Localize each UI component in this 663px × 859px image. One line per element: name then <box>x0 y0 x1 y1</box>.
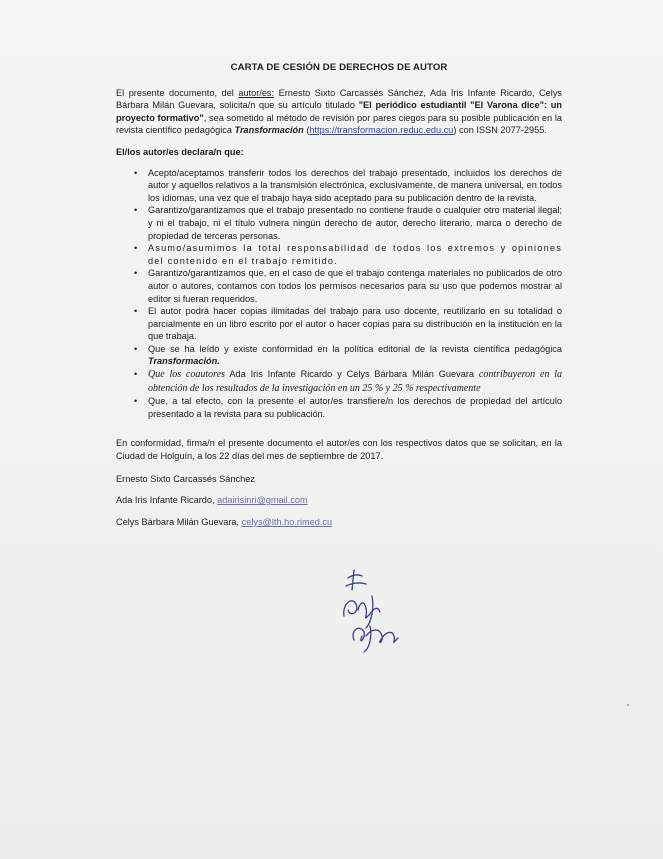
declaration-item: • Que, a tal efecto, con la presente el autor/es transfiere/n los derechos de propiedad del artículo presentado a la revista para su publicación. <box>148 395 562 420</box>
closing-paragraph: En conformidad, firma/n el presente documento el autor/es con los respectivos datos que se solicitan, en la Ciudad de Holguín, a los 22 días del mes de septiembre de 2017. <box>116 438 562 462</box>
journal-url-link[interactable]: https://transformacion.reduc.edu.cu <box>309 125 454 136</box>
declaration-item <box>148 368 562 395</box>
signature-3 <box>353 626 398 652</box>
article-title: "El periódico estudiantil "El Varona dice": un proyecto formativo" <box>116 100 563 123</box>
intro-text: , sea sometido al método de revisión por pares ciegos para su posible publicación en la revista científico pedagógica <box>116 112 562 136</box>
declaration-item: • Asumo/asumimos la total responsabilidad de todos los extremos y opiniones del contenido en el trabajo remitido. <box>148 242 562 267</box>
signer-name: Ada Iris Infante Ricardo, <box>116 495 218 506</box>
declaration-item <box>148 343 562 368</box>
declaration-item: • Garantizo/garantizamos que, en el caso de que el trabajo contenga materiales no publicados de otro autor o autores, contamos con todos los permisos necesarios para su uso que podemos mostrar al editor si fueran requeridos. <box>148 267 562 305</box>
intro-authors-label: autor/es: <box>238 87 275 98</box>
document-title: CARTA DE CESIÓN DE DERECHOS DE AUTOR <box>230 62 448 73</box>
declaration-item: • Acepto/aceptamos transferir todos los derechos del trabajo presentado, incluidos los derechos de autor y aquellos relativos a la transmisión electrónica, exclusivamente, de manera universal, en todos los idiomas, una vez que el trabajo haya sido aceptado para su publicación dentro de la revista. <box>148 167 562 205</box>
declaration-list <box>116 167 562 421</box>
journal-name: Transformación <box>234 125 304 136</box>
intro-text: El presente documento, del <box>116 87 239 98</box>
declaration-text: Que se ha leído y existe conformidad en la política editorial de la revista científica pedagógica <box>148 343 562 354</box>
signature-2 <box>344 596 380 628</box>
intro-paragraph <box>116 87 562 137</box>
declaration-item: • Garantizo/garantizamos que el trabajo presentado no contiene fraude o cualquier otro material ilegal; y ni el trabajo, ni el título vulnera ningún derecho de autor, derecho literario, marca o derecho de propiedad de terceras personas. <box>148 204 562 242</box>
declaration-heading: El/los autor/es declara/n que: <box>116 146 244 157</box>
signer-2 <box>116 494 562 507</box>
declaration-item: • El autor podrá hacer copias ilimitadas del trabajo para uso docente, reutilizarlo en su totalidad o parcialmente en un libro escrito por el autor o hacer copias para su distribución en la institución en la que trabaja. <box>148 305 562 343</box>
intro-text: ( <box>303 125 310 136</box>
declaration-text: Ada Iris Infante Ricardo y Celys Bárbara Milán Guevara <box>225 369 479 380</box>
intro-text: ) con ISSN 2077-2955. <box>453 125 547 136</box>
signer-name: Celys Bárbara Milán Guevara, <box>116 516 242 527</box>
signer-email-link[interactable]: celys@lth.ho.rimed.cu <box>241 516 333 527</box>
signature-1 <box>346 570 366 590</box>
signer-email-link[interactable]: adairisinri@gmail.com <box>217 495 308 506</box>
document-body <box>116 62 562 537</box>
declaration-text: contribuyeron en la obtención de los resultados de la investigación en un 25 % y 25 % respectivamente <box>148 369 562 394</box>
signer-1: Ernesto Sixto Carcassés Sánchez <box>116 473 255 484</box>
signer-3 <box>116 516 562 529</box>
intro-text: Ernesto Sixto Carcassés Sánchez, Ada Iris Infante Ricardo, Celys Bárbara Milán Guevara, solicita/n que su artículo titulado <box>116 87 563 111</box>
declaration-text: Que los coautores <box>148 369 226 381</box>
handwritten-signatures <box>336 566 416 656</box>
journal-name: Transformación. <box>148 356 220 367</box>
scan-speck <box>627 704 629 706</box>
